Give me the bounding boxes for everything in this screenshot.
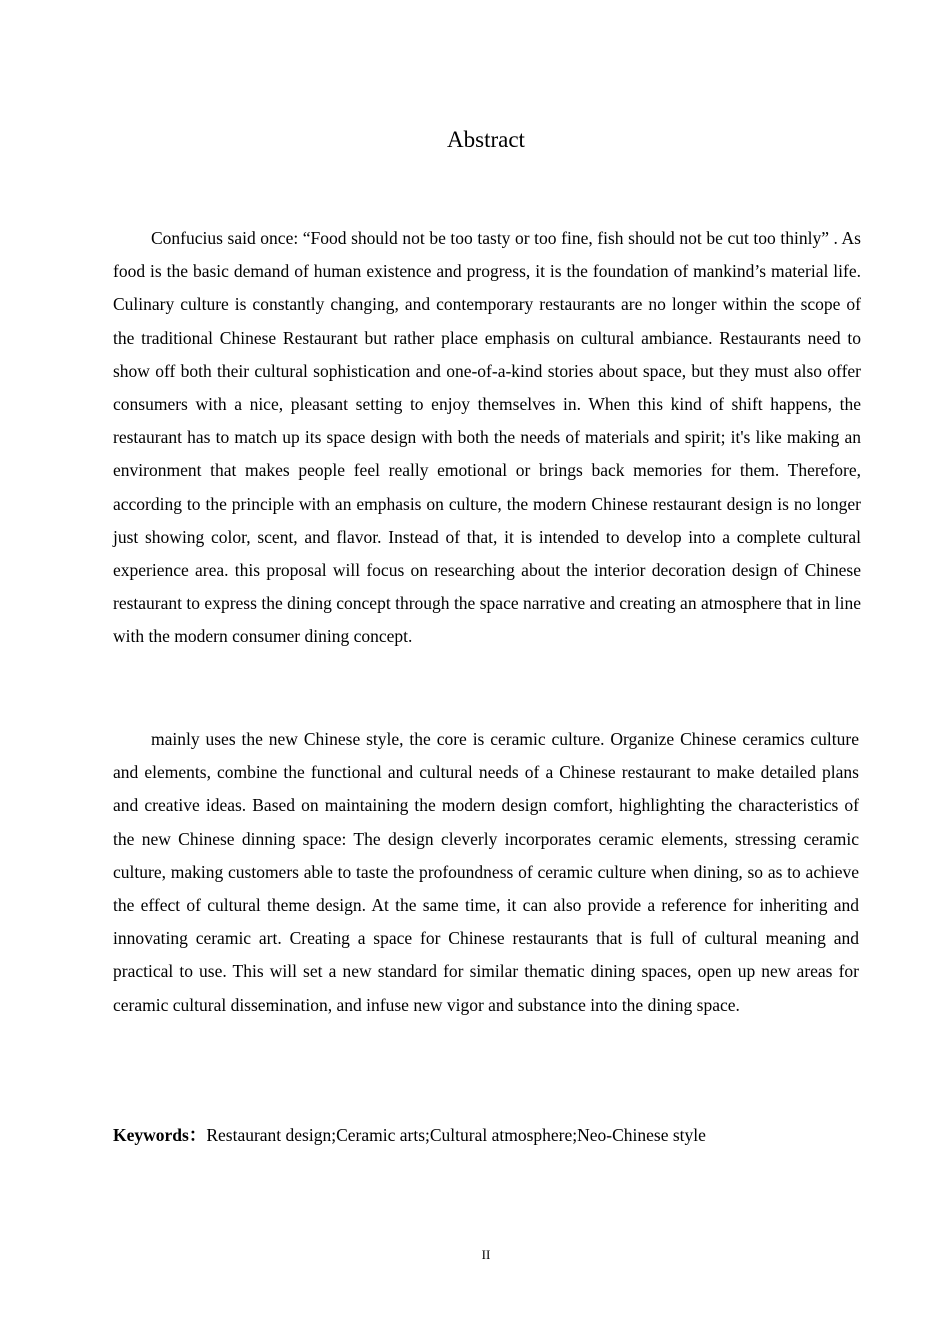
keywords-label: Keywords： <box>113 1125 207 1145</box>
abstract-paragraph-1 <box>113 222 861 654</box>
keywords-text: Restaurant design;Ceramic arts;Cultural atmosphere;Neo-Chinese style <box>206 1125 706 1145</box>
paragraph-text: mainly uses the new Chinese style, the core is ceramic culture. Organize Chinese ceramics culture and elements, combine the functional and cultural needs of a Chinese restaurant to make detailed plans and creative ideas. Based on maintaining the modern design comfort, highlighting the characteristics of the new Chinese dinning space: The design cleverly incorporates ceramic elements, stressing ceramic culture, making customers able to taste the profoundness of ceramic culture when dining, so as to achieve the effect of cultural theme design. At the same time, it can also provide a reference for inheriting and innovating ceramic art. Creating a space for Chinese restaurants that is full of cultural meaning and practical to use. This will set a new standard for similar thematic dining spaces, open up new areas for ceramic cultural dissemination, and infuse new vigor and substance into the dining space. <box>113 729 859 1015</box>
paragraph-text: Confucius said once: “Food should not be too tasty or too fine, fish should not be cut too thinly” . As food is the basic demand of human existence and progress, it is the foundation of mankind’s material life. Culinary culture is constantly changing, and contemporary restaurants are no longer within the scope of the traditional Chinese Restaurant but rather place emphasis on cultural ambiance. Restaurants need to show off both their cultural sophistication and one-of-a-kind stories about space, but they must also offer consumers with a nice, pleasant setting to enjoy themselves in. When this kind of shift happens, the restaurant has to match up its space design with both the needs of materials and spirit; it's like making an environment that makes people feel really emotional or brings back memories for them. Therefore, according to the principle with an emphasis on culture, the modern Chinese restaurant design is no longer just showing color, scent, and flavor. Instead of that, it is intended to develop into a complete cultural experience area. this proposal will focus on researching about the interior decoration design of Chinese restaurant to express the dining concept through the space narrative and creating an atmosphere that in line with the modern consumer dining concept. <box>113 228 861 647</box>
page-number: II <box>481 1247 491 1262</box>
abstract-paragraph-2 <box>113 723 859 1022</box>
abstract-title: Abstract <box>447 127 525 152</box>
keywords-line <box>113 1120 706 1150</box>
